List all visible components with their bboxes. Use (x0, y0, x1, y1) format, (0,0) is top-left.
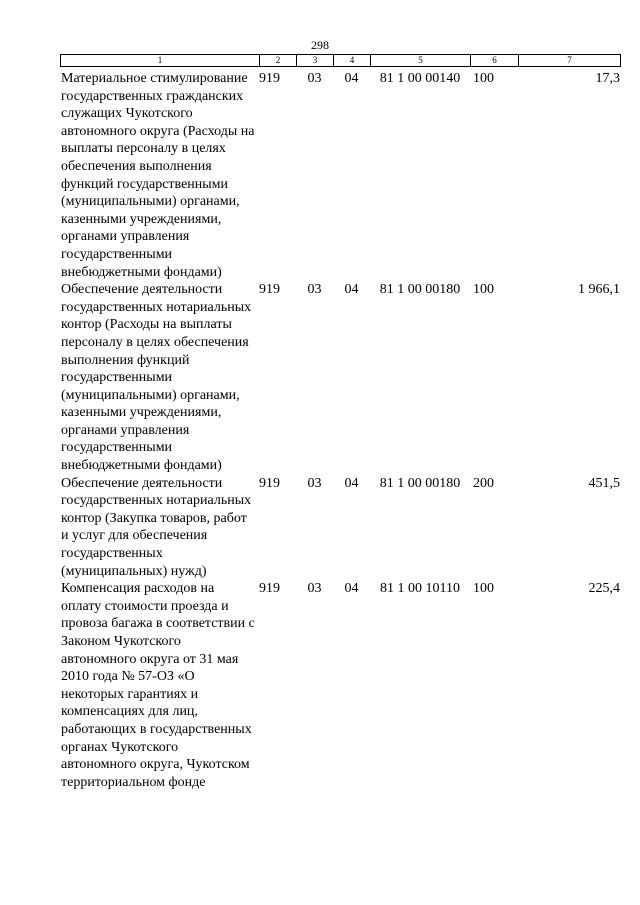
row-expense-type: 100 (473, 71, 494, 86)
row-target-article: 81 1 00 00140 (379, 71, 461, 86)
row-section-code: 03 (307, 581, 322, 597)
row-expense-type: 100 (473, 581, 494, 597)
column-header-7: 7 (519, 55, 621, 67)
row-description: Обеспечение деятельности государственных нотариальных контор (Закупка товаров, работ и услуг для обеспечения государственных (муниципальных) нужд) (61, 475, 252, 579)
row-subsection-code: 04 (344, 581, 359, 597)
row-description: Обеспечение деятельности государственных нотариальных контор (Расходы на выплаты персоналу в целях обеспечения выполнения функций государственными (муниципальными) органами, казенными учреждениями, органами управления государственными внебюджетными фондами) (61, 282, 252, 474)
column-header-5: 5 (371, 55, 471, 67)
row-target-article: 81 1 00 00180 (379, 282, 461, 298)
row-amount: 451,5 (588, 475, 620, 491)
row-ministry-code: 919 (259, 475, 280, 491)
column-header-4: 4 (334, 55, 371, 67)
row-section-code: 03 (307, 282, 322, 298)
row-description: Материальное стимулирование государственных гражданских служащих Чукотского автономного округа (Расходы на выплаты персоналу в целях обеспечения выполнения функций государственными (муниципальными) органами, казенными учреждениями, органами управления государственными внебюджетными фондами) (61, 71, 255, 280)
row-ministry-code: 919 (259, 71, 280, 86)
row-section-code: 03 (307, 71, 322, 86)
row-amount: 17,3 (595, 71, 620, 86)
table-row (60, 580, 620, 791)
column-header-3: 3 (297, 55, 334, 67)
column-header-6: 6 (471, 55, 519, 67)
row-section-code: 03 (307, 475, 322, 491)
row-subsection-code: 04 (344, 475, 359, 491)
row-ministry-code: 919 (259, 282, 280, 298)
column-header-table (60, 54, 621, 67)
page-number: 298 (311, 38, 329, 52)
column-header-row (61, 55, 621, 67)
row-ministry-code: 919 (259, 581, 280, 597)
row-amount: 225,4 (588, 581, 620, 597)
table-row (60, 475, 620, 581)
column-header-1: 1 (61, 55, 260, 67)
table-row (60, 281, 620, 475)
row-target-article: 81 1 00 10110 (380, 581, 460, 597)
row-target-article: 81 1 00 00180 (379, 475, 461, 491)
budget-table (60, 70, 620, 791)
row-description: Компенсация расходов на оплату стоимости проезда и провоза багажа в соответствии с Законом Чукотского автономного округа от 31 мая 2010 года № 57-ОЗ «О некоторых гарантиях и компенсациях для лиц, работающих в государственных органах Чукотского автономного округа, Чукотском территориальном фонде (61, 581, 255, 790)
table-row (60, 70, 620, 281)
row-amount: 1 966,1 (578, 282, 620, 298)
row-subsection-code: 04 (344, 282, 359, 298)
column-header-2: 2 (260, 55, 297, 67)
row-expense-type: 200 (473, 475, 494, 491)
row-subsection-code: 04 (344, 71, 359, 86)
row-expense-type: 100 (473, 282, 494, 298)
